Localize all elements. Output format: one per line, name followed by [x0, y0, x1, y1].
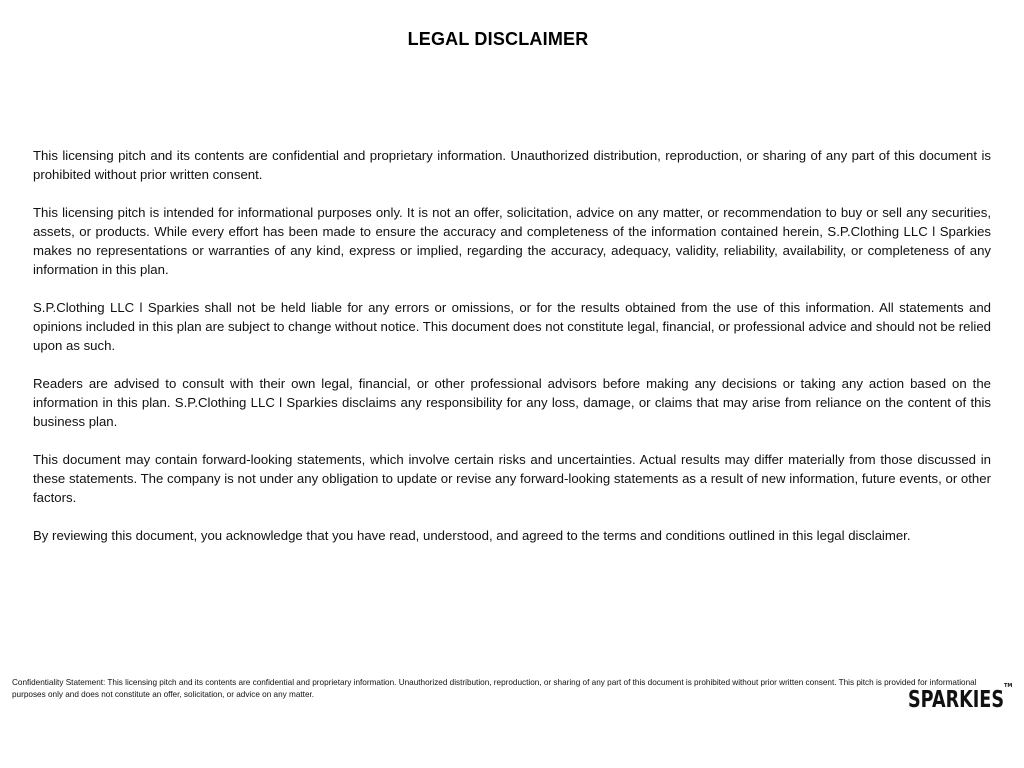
disclaimer-paragraph: This document may contain forward-looking statements, which involve certain risks and uncertainties. Actual results may differ materially from those discussed in these statements. The company is not under any obligation to update or revise any forward-looking statements as a result of new information, future events, or other factors.	[33, 452, 991, 505]
disclaimer-body	[33, 146, 991, 564]
sparkies-logo-wordmark: SPARKIES	[908, 687, 1004, 712]
disclaimer-paragraph: This licensing pitch is intended for informational purposes only. It is not an offer, solicitation, advice on any matter, or recommendation to buy or sell any securities, assets, or products. While every effort has been made to ensure the accuracy and completeness of the information contained herein, S.P.Clothing LLC l Sparkies makes no representations or warranties of any kind, express or implied, regarding the accuracy, adequacy, validity, reliability, availability, or completeness of any information in this plan.	[33, 205, 991, 277]
disclaimer-paragraph: This licensing pitch and its contents are confidential and proprietary information. Unauthorized distribution, reproduction, or sharing of any part of this document is prohibited without prior written consent.	[33, 148, 991, 182]
sparkies-logo	[906, 680, 1016, 712]
disclaimer-paragraph: S.P.Clothing LLC l Sparkies shall not be held liable for any errors or omissions, or for the results obtained from the use of this information. All statements and opinions included in this plan are subject to change without notice. This document does not constitute legal, financial, or professional advice and should not be relied upon as such.	[33, 300, 991, 353]
confidentiality-footer: Confidentiality Statement: This licensing pitch and its contents are confidential and proprietary information. Unauthorized distribution, reproduction, or sharing of any part of this document is prohibited without prior written consent. This pitch is provided for informational purposes only and does not constitute an offer, solicitation, or advice on any matter.	[12, 678, 977, 699]
page-title: LEGAL DISCLAIMER	[407, 29, 589, 49]
disclaimer-paragraph: Readers are advised to consult with their own legal, financial, or other professional advisors before making any decisions or taking any action based on the information in this plan. S.P.Clothing LLC l Sparkies disclaims any responsibility for any loss, damage, or claims that may arise from reliance on the content of this business plan.	[33, 376, 991, 429]
disclaimer-paragraph: By reviewing this document, you acknowledge that you have read, understood, and agreed to the terms and conditions outlined in this legal disclaimer.	[33, 528, 911, 543]
trademark-symbol: TM	[1004, 683, 1013, 689]
